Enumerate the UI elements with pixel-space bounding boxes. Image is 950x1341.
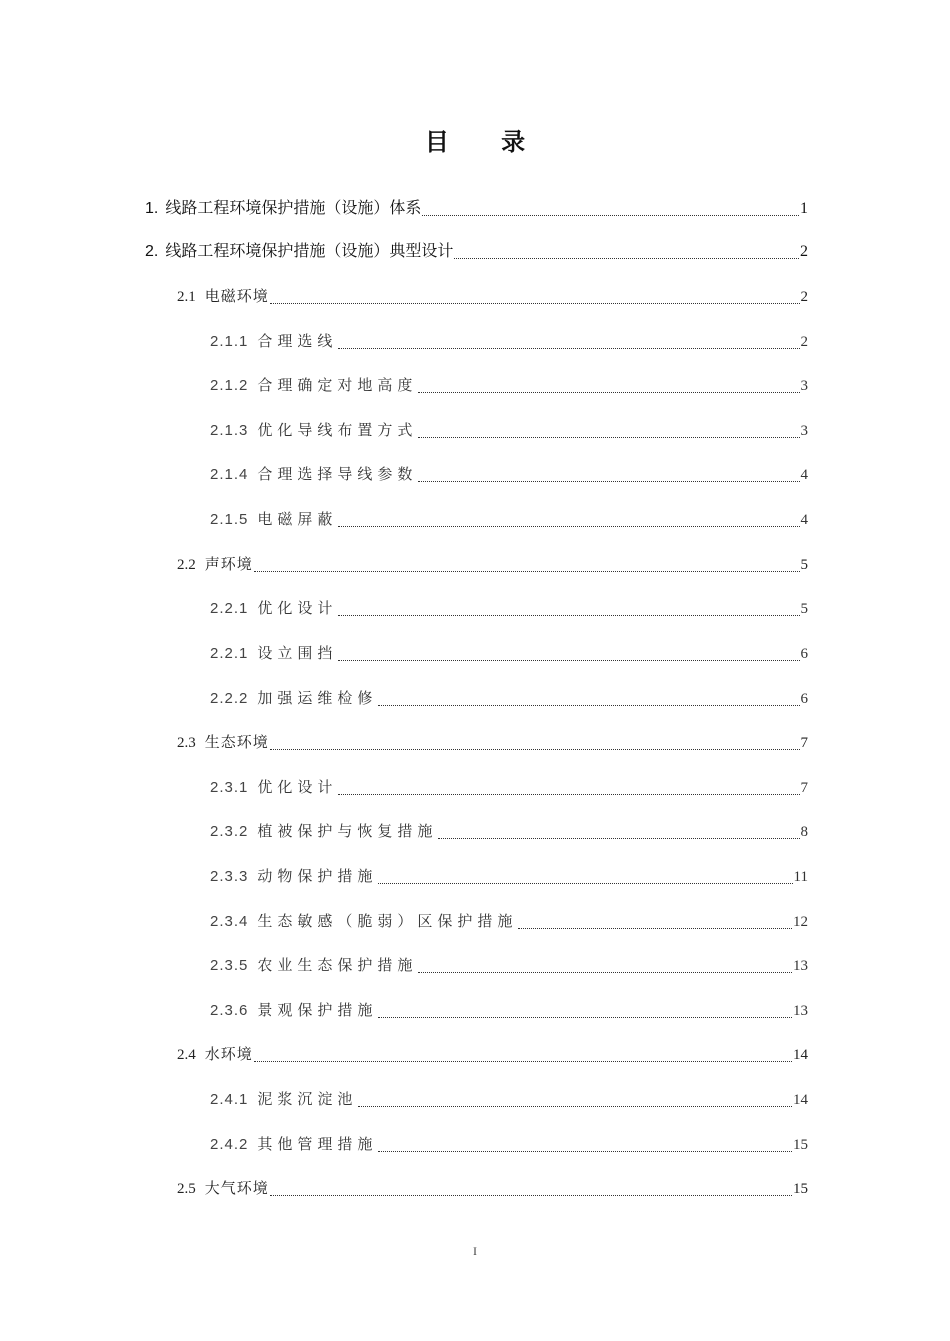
toc-entry-page: 3: [800, 423, 808, 439]
toc-entry-number: 2.4.1: [210, 1091, 249, 1108]
dot-leader: [378, 882, 792, 884]
toc-entry[interactable]: [145, 239, 808, 263]
toc-entry-number: 2.4: [177, 1047, 196, 1063]
toc-entry-number: 2.2.2: [210, 690, 249, 707]
toc-entry-label: 优化设计: [257, 599, 338, 617]
toc-entry-page: 8: [800, 824, 808, 840]
dot-leader: [254, 570, 800, 572]
toc-entry[interactable]: [210, 373, 808, 397]
toc-entry-number: 2.3: [177, 735, 196, 751]
dot-leader: [270, 302, 800, 304]
toc-entry-number: 2.1.5: [210, 511, 249, 528]
toc-entry[interactable]: [177, 730, 808, 754]
toc-entry[interactable]: [210, 641, 808, 665]
toc-entry[interactable]: [210, 418, 808, 442]
toc-entry-label: 合理选择导线参数: [257, 465, 418, 483]
toc-entry-page: 4: [800, 467, 808, 483]
toc-entry[interactable]: [210, 819, 808, 843]
toc-entry[interactable]: [177, 1176, 808, 1200]
dot-leader: [338, 347, 799, 349]
toc-entry-number: 2.3.1: [210, 779, 249, 796]
toc-entry-page: 7: [800, 780, 808, 796]
dot-leader: [378, 704, 799, 706]
toc-entry[interactable]: [210, 1132, 808, 1156]
dot-leader: [270, 748, 800, 750]
toc-entry-label: 声环境: [204, 555, 253, 573]
toc-entry-label: 优化设计: [257, 778, 338, 796]
toc-entry[interactable]: [210, 909, 808, 933]
toc-entry-number: 2.3.4: [210, 913, 249, 930]
toc-entry[interactable]: [210, 596, 808, 620]
dot-leader: [254, 1060, 792, 1062]
toc-entry-page: 6: [800, 691, 808, 707]
toc-entry-label: 大气环境: [204, 1179, 269, 1197]
toc-entry-page: 2: [800, 243, 808, 260]
toc-entry-number: 2.3.2: [210, 823, 249, 840]
toc-entry-number: 2.3.5: [210, 957, 249, 974]
toc-entry-page: 14: [793, 1092, 808, 1108]
toc-entry-page: 2: [800, 289, 808, 305]
toc-title: 目 录: [424, 128, 548, 156]
toc-entry-page: 4: [800, 512, 808, 528]
toc-entry-number: 2.: [145, 243, 159, 260]
toc-entry-number: 2.2: [177, 557, 196, 573]
toc-entry-page: 2: [800, 334, 808, 350]
dot-leader: [418, 436, 799, 438]
dot-leader: [438, 837, 799, 839]
toc-entry-number: 2.1: [177, 289, 196, 305]
dot-leader: [378, 1016, 792, 1018]
dot-leader: [454, 257, 799, 259]
dot-leader: [518, 927, 792, 929]
toc-entry[interactable]: [177, 284, 808, 308]
toc-entry-label: 生态敏感（脆弱）区保护措施: [257, 912, 518, 930]
toc-entry-page: 12: [793, 914, 808, 930]
toc-entry-page: 5: [800, 601, 808, 617]
toc-entry-label: 优化导线布置方式: [257, 421, 418, 439]
toc-entry-label: 电磁屏蔽: [257, 510, 338, 528]
toc-entry-page: 13: [793, 958, 808, 974]
toc-entry-page: 1: [800, 200, 808, 217]
dot-leader: [418, 391, 799, 393]
toc-entry-number: 2.1.2: [210, 377, 249, 394]
dot-leader: [338, 614, 799, 616]
toc-entry-page: 15: [793, 1137, 808, 1153]
toc-entry-label: 泥浆沉淀池: [257, 1090, 358, 1108]
toc-entry-label: 设立围挡: [257, 644, 338, 662]
toc-entry-label: 合理确定对地高度: [257, 376, 418, 394]
toc-entry-number: 2.1.1: [210, 333, 249, 350]
toc-entry-label: 其他管理措施: [257, 1135, 378, 1153]
toc-entry[interactable]: [210, 953, 808, 977]
toc-entry-page: 3: [800, 378, 808, 394]
toc-entry[interactable]: [210, 462, 808, 486]
toc-entry-page: 15: [793, 1181, 808, 1197]
toc-entry-label: 合理选线: [257, 332, 338, 350]
toc-entry-label: 电磁环境: [204, 287, 269, 305]
toc-entry-label: 线路工程环境保护措施（设施）体系: [165, 198, 422, 217]
toc-entry-label: 生态环境: [204, 733, 269, 751]
dot-leader: [338, 793, 799, 795]
toc-entry-page: 5: [800, 557, 808, 573]
toc-entry[interactable]: [210, 864, 808, 888]
toc-entry-label: 景观保护措施: [257, 1001, 378, 1019]
toc-entry-number: 2.4.2: [210, 1136, 249, 1153]
dot-leader: [270, 1194, 792, 1196]
dot-leader: [422, 214, 799, 216]
toc-entry-number: 2.5: [177, 1181, 196, 1197]
toc-entry-label: 线路工程环境保护措施（设施）典型设计: [165, 241, 454, 260]
toc-entry-label: 农业生态保护措施: [257, 956, 418, 974]
footer-page-number: I: [473, 1244, 477, 1258]
dot-leader: [338, 659, 799, 661]
dot-leader: [338, 525, 799, 527]
toc-entry-number: 2.1.3: [210, 422, 249, 439]
toc-entry[interactable]: [210, 329, 808, 353]
toc-entry-number: 2.2.1: [210, 645, 249, 662]
toc-entry-number: 1.: [145, 200, 159, 217]
toc-entry-number: 2.3.3: [210, 868, 249, 885]
toc-entry[interactable]: [210, 775, 808, 799]
dot-leader: [418, 971, 792, 973]
toc-entry-label: 植被保护与恢复措施: [257, 822, 438, 840]
toc-entry-number: 2.3.6: [210, 1002, 249, 1019]
toc-entry-page: 14: [793, 1047, 808, 1063]
toc-entry-label: 动物保护措施: [257, 867, 378, 885]
toc-entry-number: 2.2.1: [210, 600, 249, 617]
toc-entry[interactable]: [210, 507, 808, 531]
toc-entry[interactable]: [177, 552, 808, 576]
toc-entry[interactable]: [210, 686, 808, 710]
dot-leader: [418, 480, 799, 482]
dot-leader: [358, 1105, 792, 1107]
toc-entry-page: 11: [793, 869, 808, 885]
toc-entry[interactable]: [210, 998, 808, 1022]
dot-leader: [378, 1150, 792, 1152]
toc-entry-page: 7: [800, 735, 808, 751]
toc-entry-page: 13: [793, 1003, 808, 1019]
toc-entry[interactable]: [145, 196, 808, 220]
toc-entry[interactable]: [177, 1042, 808, 1066]
toc-entry-page: 6: [800, 646, 808, 662]
toc-entry-label: 水环境: [204, 1045, 253, 1063]
toc-entry[interactable]: [210, 1087, 808, 1111]
toc-entry-number: 2.1.4: [210, 466, 249, 483]
toc-entry-label: 加强运维检修: [257, 689, 378, 707]
